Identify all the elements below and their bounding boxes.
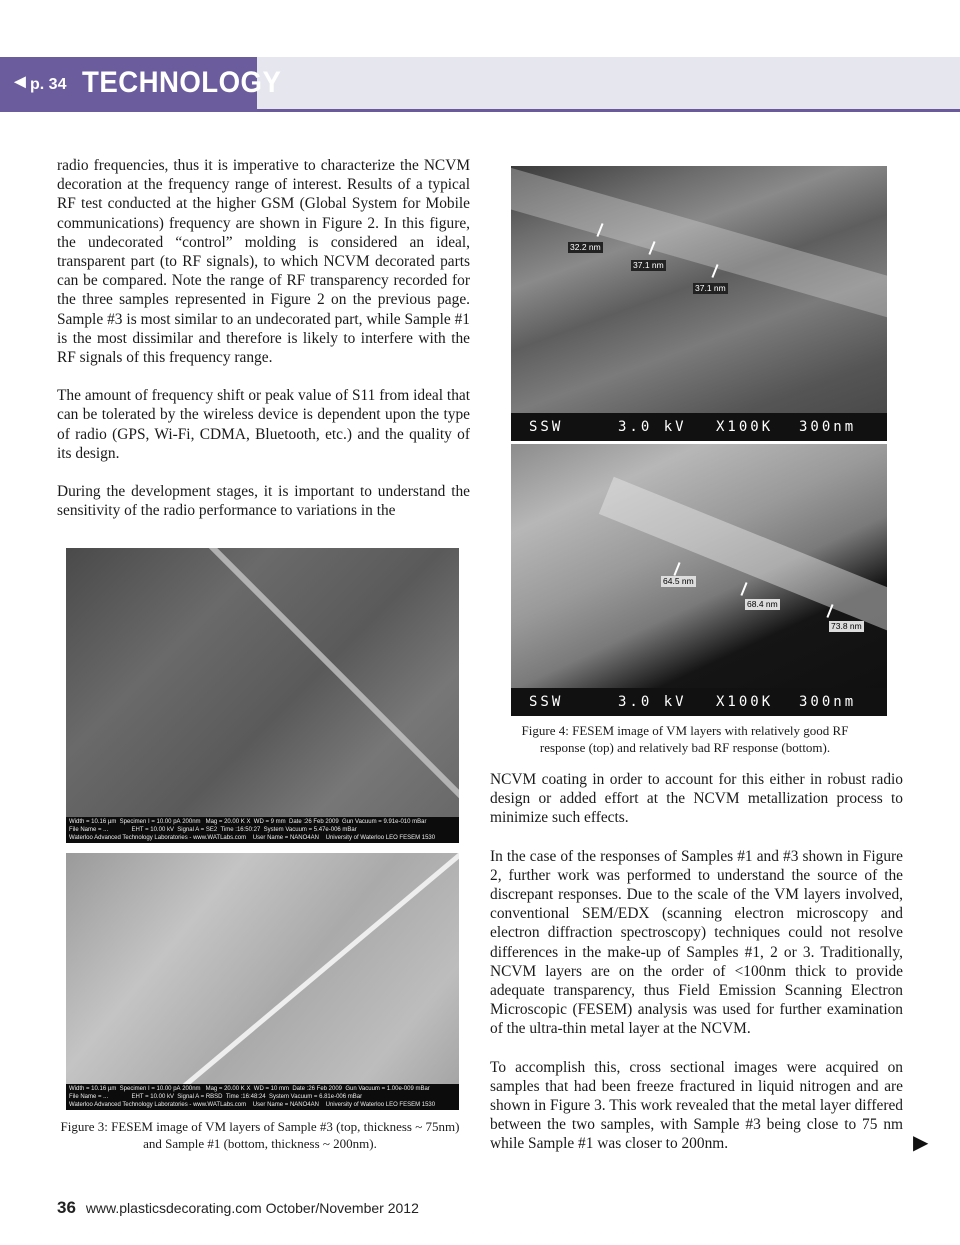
measurement-label: 37.1 nm — [633, 260, 664, 270]
paragraph: In the case of the responses of Samples #1 and #3 shown in Figure 2, further work was performed to understand the source of the discrepant responses. Due to the scale of the VM layers involved, conventional SEM/EDX (scanning electron microscopy and electron diffraction spectroscopy) techniques could not resolve differences in the make-up of Samples #1, 2 or 3. Traditionally, NCVM layers are on the order of <100nm thick to provide adequate transparency, thus Field Emission Scanning Electron Microscopic (FESEM) analysis was used for further examination of the ultra-thin metal layer at the NCVM. — [490, 847, 903, 1038]
section-tab[interactable] — [0, 57, 282, 112]
page-number: 36 — [57, 1198, 76, 1217]
paragraph: To accomplish this, cross sectional images were acquired on samples that had been freeze fractured in liquid nitrogen and are shown in Figure 3. This work revealed that the metal layer differed between the two samples, with Sample #3 being close to 75 nm while Sample #1 was closer to 200nm. — [490, 1058, 903, 1153]
footer-site[interactable]: www.plasticsdecorating.com — [85, 1200, 262, 1216]
sem-data-panel: Width = 10.16 µm Specimen I = 10.00 pA 200nm Mag = 20.00 K X WD = 9 mm Date :26 Feb 2009 Gun Vacuum = 9.91e-010 mBar File Name = ... EHT = 10.00 kV Signal A = SE2 Time :16:50:27 System Vacuum = 5.47e-006 mBar Waterloo Advanced Technology Laboratories - www.WATLabs.com User Name = NANO4AN University of Waterloo LEO FESEM 1530 — [66, 817, 459, 843]
fesem-image-bad-rf — [511, 444, 887, 716]
measurement-label: 32.2 nm — [570, 242, 601, 252]
section-title: TECHNOLOGY — [82, 66, 282, 99]
fesem-image-good-rf — [511, 166, 887, 441]
left-column — [57, 156, 470, 539]
measurement-label: 37.1 nm — [695, 283, 726, 293]
measurement-label: 73.8 nm — [831, 621, 862, 631]
continue-arrow-icon[interactable]: ▶ — [913, 1132, 929, 1154]
paragraph: radio frequencies, thus it is imperative to characterize the NCVM decoration at the frequency range of interest. Results of a typical RF test conducted at the higher GSM (Global System for Mobile communications) frequency are shown in Figure 2. In this figure, the undecorated “control” molding is considered an ideal, transparent part (to RF signals), to which NCVM decorated parts can be compared. Note the range of RF transparency recorded for the three samples represented in Figure 2 on the previous page. Sample #3 is most similar to an undecorated part, while Sample #1 is the most dissimilar and therefore is likely to interfere with the RF signals of this frequency range. — [57, 157, 470, 367]
measurement-label: 64.5 nm — [663, 576, 694, 586]
paragraph: NCVM coating in order to account for this either in robust radio design or added effort at the NCVM metallization process to minimize such effects. — [490, 771, 903, 827]
sem-info-bar: SSW 3.0 kV X100K 300nm — [511, 413, 887, 441]
fesem-image-sample3 — [66, 548, 459, 843]
figure4-caption: Figure 4: FESEM image of VM layers with relatively good RF response (top) and relatively bad RF response (bottom). — [521, 723, 849, 755]
back-arrow-icon[interactable]: ◄ — [10, 71, 30, 93]
sem-info-bar: SSW 3.0 kV X100K 300nm — [511, 688, 887, 716]
paragraph: During the development stages, it is important to understand the sensitivity of the radio performance to variations in the — [57, 483, 470, 520]
page-reference[interactable]: p. 34 — [30, 76, 67, 93]
figure3-caption: Figure 3: FESEM image of VM layers of Sample #3 (top, thickness ~ 75nm) and Sample #1 (bottom, thickness ~ 200nm). — [60, 1119, 460, 1151]
fesem-image-sample1 — [66, 853, 459, 1110]
footer — [57, 1198, 419, 1218]
sem-data-panel: Width = 10.16 µm Specimen I = 10.00 pA 200nm Mag = 20.00 K X WD = 10 mm Date :26 Feb 2009 Gun Vacuum = 1.00e-009 mBar File Name = ... EHT = 10.00 kV Signal A = RBSD Time :16:48:24 System Vacuum = 6.81e-006 mBar Waterloo Advanced Technology Laboratories - www.WATLabs.com User Name = NANO4AN University of Waterloo LEO FESEM 1530 — [66, 1084, 459, 1110]
right-column — [490, 770, 903, 1173]
paragraph: The amount of frequency shift or peak value of S11 from ideal that can be tolerated by the wireless device is dependent upon the type of radio (GPS, Wi-Fi, CDMA, Bluetooth, etc.) and the quality of its design. — [57, 387, 470, 462]
measurement-label: 68.4 nm — [747, 599, 778, 609]
footer-issue: October/November 2012 — [265, 1200, 419, 1216]
